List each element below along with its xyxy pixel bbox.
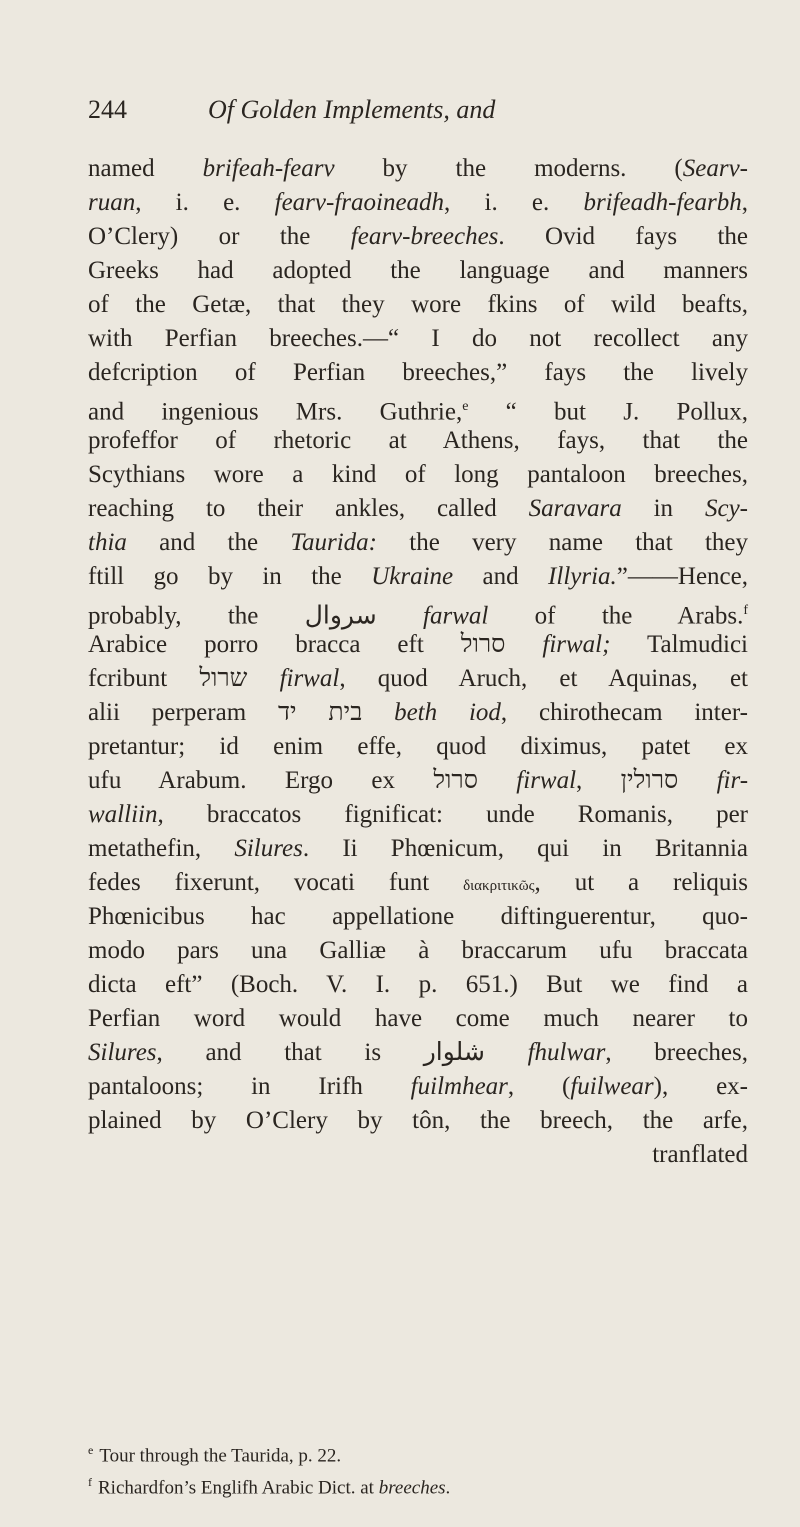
- text-run: Silures: [88, 1039, 157, 1066]
- text-line: [88, 900, 748, 934]
- text-run: by the moderns. (: [334, 155, 683, 182]
- text-run: , quod Aruch, et Aquinas, et: [339, 665, 749, 692]
- footnote-mark: f: [88, 1475, 92, 1490]
- text-run: . Ovid fays the: [498, 223, 748, 250]
- text-run: ,: [741, 189, 749, 216]
- text-run: firwal;: [542, 631, 611, 658]
- text-line: [88, 492, 748, 526]
- text-run: probably, the: [88, 602, 305, 630]
- text-run: walliin: [88, 801, 158, 828]
- footnote-mark: e: [88, 1443, 94, 1457]
- text-run: fedes fixerunt, vocati funt: [88, 869, 464, 896]
- text-run: , (: [507, 1073, 571, 1100]
- text-line: [88, 628, 748, 662]
- text-run: [247, 665, 279, 692]
- text-run: of the Arabs.: [488, 602, 744, 630]
- text-run: fearv-breeches: [350, 223, 499, 250]
- text-run: , braccatos fignificat: unde Romanis, per: [157, 801, 748, 828]
- text-run: , and that is: [156, 1039, 424, 1066]
- text-run: Talmudici: [610, 631, 749, 658]
- text-run: profeffor of rhetoric at Athens, fays, that the: [88, 427, 748, 454]
- text-line: [88, 526, 748, 560]
- text-run: Arabice porro bracca eft: [88, 631, 461, 658]
- text-line: [88, 288, 748, 322]
- text-run: Tour through the Taurida, p. 22.: [99, 1445, 342, 1467]
- note-reference: f: [743, 603, 748, 618]
- text-line: [88, 934, 748, 968]
- text-run: Searv-: [682, 155, 749, 182]
- text-line: [88, 1070, 748, 1104]
- text-line: [88, 424, 748, 458]
- text-run: , ut a reliquis: [534, 869, 748, 896]
- body-text: [88, 152, 748, 1172]
- text-line: [88, 798, 748, 832]
- text-run: Saravara: [528, 495, 622, 522]
- text-line: [88, 390, 748, 424]
- text-run: [505, 631, 542, 658]
- text-run: Taurida:: [290, 529, 377, 556]
- text-run: pretantur; id enim effe, quod diximus, patet ex: [88, 733, 748, 760]
- text-run: modo pars una Galliæ à braccarum ufu braccata: [88, 937, 748, 964]
- text-run: ”——Hence,: [616, 563, 748, 590]
- text-run: the very name that they: [376, 529, 748, 556]
- text-line: [88, 1104, 748, 1138]
- text-run: named: [88, 155, 203, 182]
- text-run: Greeks had adopted the language and manners: [88, 257, 748, 284]
- text-line: [88, 832, 748, 866]
- text-run: firwal: [279, 665, 340, 692]
- text-line: [88, 220, 748, 254]
- text-run: in: [621, 495, 705, 522]
- footnote: [88, 1469, 748, 1501]
- catchword: tranflated: [652, 1141, 748, 1168]
- text-run: [485, 1039, 528, 1066]
- text-line: [88, 730, 748, 764]
- text-run: ), ex-: [653, 1073, 748, 1100]
- text-run: [678, 767, 716, 794]
- text-run: thia: [88, 529, 127, 556]
- text-line: [88, 254, 748, 288]
- text-run: ufu Arabum. Ergo ex: [88, 767, 434, 794]
- footnote: [88, 1437, 748, 1469]
- text-run: of the Getæ, that they wore fkins of wild beafts,: [88, 291, 748, 318]
- text-run: Richardfon’s Englifh Arabic Dict. at: [98, 1477, 379, 1499]
- running-title: Of Golden Implements, and: [208, 95, 496, 124]
- text-run: Phœnicibus hac appellatione diftinguerentur, quo-: [88, 903, 748, 930]
- text-run: alii perperam: [88, 699, 278, 726]
- text-run: and ingenious Mrs. Guthrie,: [88, 398, 463, 426]
- text-line: [88, 594, 748, 628]
- text-run: fearv-fraoineadh: [274, 189, 445, 216]
- text-run: שרול: [199, 665, 248, 692]
- text-run: סרול: [433, 767, 478, 794]
- text-run: [377, 602, 423, 629]
- text-run: brifeadh-fearbh: [583, 189, 742, 216]
- text-run: בית יד: [277, 699, 363, 726]
- text-line: [88, 322, 748, 356]
- text-run: defcription of Perfian breeches,” fays the lively: [88, 359, 748, 386]
- text-run: [362, 699, 394, 726]
- text-line: [88, 1036, 748, 1070]
- running-header: [88, 95, 748, 135]
- text-run: . Ii Phœnicum, qui in Britannia: [302, 835, 748, 862]
- text-run: شلوار: [423, 1039, 485, 1066]
- text-run: διακριτικῶς: [463, 878, 535, 894]
- text-run: firwal: [516, 767, 577, 794]
- text-line: [88, 662, 748, 696]
- text-run: brifeah-fearv: [202, 155, 335, 182]
- text-run: breeches: [378, 1477, 446, 1499]
- text-run: ruan: [88, 189, 136, 216]
- text-run: Ukraine: [371, 563, 454, 590]
- text-run: סרול: [460, 631, 506, 658]
- text-run: dicta eft” (Boch. V. I. p. 651.) But we find a: [88, 971, 748, 998]
- text-run: pantaloons; in Irifh: [88, 1073, 411, 1100]
- text-run: O’Clery) or the: [88, 223, 351, 250]
- text-run: plained by O’Clery by tôn, the breech, the arfe,: [88, 1107, 748, 1134]
- text-run: Illyria.: [548, 563, 617, 590]
- text-line: [88, 186, 748, 220]
- text-run: , chirothecam inter-: [500, 699, 748, 726]
- text-run: farwal: [423, 602, 489, 630]
- text-run: fuilwear: [570, 1073, 654, 1100]
- text-run: beth iod: [394, 699, 501, 726]
- text-run: fir-: [716, 767, 749, 794]
- footnotes: [88, 1437, 748, 1502]
- text-run: ftill go by in the: [88, 563, 372, 590]
- text-line: [88, 356, 748, 390]
- text-run: and: [453, 563, 549, 590]
- text-run: and the: [126, 529, 291, 556]
- text-run: with Perfian breeches.—“ I do not recollect any: [88, 325, 748, 352]
- text-run: , i. e.: [444, 189, 584, 216]
- text-run: fcribunt: [88, 665, 200, 692]
- text-run: Silures: [234, 835, 303, 862]
- text-run: סרולין: [620, 767, 679, 794]
- text-run: ,: [576, 767, 621, 794]
- text-run: , i. e.: [135, 189, 275, 216]
- text-line: [88, 1002, 748, 1036]
- text-line: [88, 968, 748, 1002]
- text-run: Scythians wore a kind of long pantaloon breeches,: [88, 461, 748, 488]
- text-run: metathefin,: [88, 835, 235, 862]
- text-run: [478, 767, 516, 794]
- text-line: [88, 696, 748, 730]
- text-run: Scy-: [704, 495, 748, 522]
- text-line: [88, 560, 748, 594]
- text-run: , breeches,: [605, 1039, 748, 1066]
- text-run: Perfian word would have come much nearer to: [88, 1005, 748, 1032]
- text-line: [88, 866, 748, 900]
- text-run: fhulwar: [527, 1039, 606, 1066]
- note-reference: e: [462, 399, 469, 414]
- page-number: 244: [88, 95, 127, 124]
- text-run: fuilmhear: [410, 1073, 508, 1100]
- text-line: [88, 764, 748, 798]
- text-line: [88, 152, 748, 186]
- text-line: [88, 458, 748, 492]
- text-run: سروال: [304, 602, 377, 630]
- text-run: “ but J. Pollux,: [468, 398, 748, 426]
- text-run: .: [445, 1477, 451, 1499]
- text-run: reaching to their ankles, called: [88, 495, 529, 522]
